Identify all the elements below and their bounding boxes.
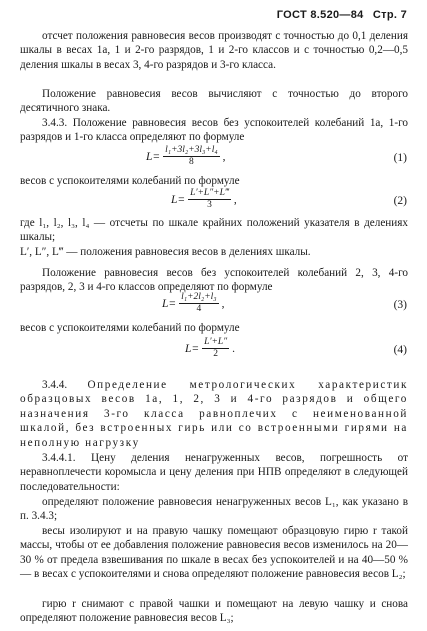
section-3-4-4-heading — [20, 378, 408, 450]
step-add-weight: весы изолируют и на правую чашку помещают образцовую гирю r такой массы, чтобы от ее добавления положение равновесия весов изменилось на 20—30 % от предела взвешивания по шкале в весах без успокоителей и на 40—50 % — в весах с успокоителями и снова определяют положение равновесия весов L₂; — [20, 525, 408, 581]
formula-2-denominator: 3 — [188, 199, 231, 211]
formula-4-fraction — [202, 337, 229, 360]
definition-l: где l₁, l₂, l₃, l₄ — отсчеты по шкале крайних положений указателя в делениях шкалы; — [20, 217, 408, 244]
formula-1 — [146, 145, 226, 168]
formula-4-punct: . — [232, 342, 236, 355]
formula-4-denominator: 2 — [202, 348, 229, 360]
page-number: Стр. 7 — [372, 9, 407, 21]
formula-2-punct: , — [233, 193, 237, 206]
formula-4 — [185, 337, 235, 360]
equation-number-2: (2) — [393, 195, 407, 207]
formula-3 — [162, 292, 224, 315]
step-determine-l1: определяют положение равновесия ненагруженных весов L₁, как указано в п. 3.4.3; — [20, 496, 408, 523]
formula-3-numerator: l₁+2l₂+l₃ — [181, 292, 217, 302]
formula-2-lhs: L= — [171, 193, 186, 206]
paragraph-3-4-3: 3.4.3. Положение равновесия весов без успокоителей колебаний 1а, 1-го разрядов и 1-го класса определяют по формуле — [20, 117, 408, 144]
page-header — [271, 9, 407, 21]
formula-4-numerator: L′+L″ — [204, 337, 228, 347]
equation-number-3: (3) — [393, 299, 407, 311]
standard-code: ГОСТ 8.520—84 — [276, 9, 364, 21]
formula-2-fraction — [188, 188, 231, 211]
formula-1-denominator: 8 — [163, 156, 220, 168]
formula-2 — [171, 188, 237, 211]
paragraph-3-4-4-1: 3.4.4.1. Цену деления ненагруженных весов, погрешность от неравноплечести коромысла и цену деления при НПВ определяют в следующей последовательности: — [20, 452, 408, 493]
formula-1-fraction — [163, 145, 220, 168]
equation-number-1: (1) — [393, 152, 407, 164]
paragraph-grades-2-4: Положение равновесия весов без успокоителей колебаний 2, 3, 4-го разрядов, 2, 3 и 4-го классов определяют по формуле — [20, 267, 408, 294]
section-3-4-4-number: 3.4.4. — [42, 379, 68, 391]
definition-L: L′, L″, L‴ — положения равновесия весов в делениях шкалы. — [20, 246, 311, 258]
formula-3-fraction — [179, 292, 218, 315]
paragraph-accuracy: отсчет положения равновесия весов производят с точностью до 0,1 деления шкалы в весах 1а, 1 и 2-го разрядов, 1 и 2-го классов и с точностью 0,2—0,5 деления шкалы в весах 3, 4-го разрядов и 3-го класса. — [20, 30, 408, 71]
paragraph-damped: весов с успокоителями колебаний по формуле — [20, 175, 240, 187]
formula-3-punct: , — [221, 297, 225, 310]
paragraph-decimal: Положение равновесия весов вычисляют с точностью до второго десятичного знака. — [20, 88, 408, 115]
section-3-4-4-title: Определение метрологических характеристик образцовых весов 1а, 1, 2, 3 и 4-го разрядов и общего назначения 3-го класса равноплечих с неименованной шкалой, без встроенных гирь или со встроенными гирями на неполную нагрузку — [20, 379, 408, 449]
formula-4-lhs: L= — [185, 342, 200, 355]
paragraph-damped-2: весов с успокоителями колебаний по формуле — [20, 322, 240, 334]
formula-3-lhs: L= — [162, 297, 177, 310]
step-move-weight: гирю r снимают с правой чашки и помещают на левую чашку и снова определяют положение равновесия весов L₃; — [20, 598, 408, 625]
formula-2-numerator: L′+L″+L‴ — [190, 188, 229, 198]
formula-3-denominator: 4 — [179, 303, 218, 315]
formula-1-punct: , — [222, 150, 226, 163]
formula-1-lhs: L= — [146, 150, 161, 163]
equation-number-4: (4) — [393, 344, 407, 356]
formula-1-numerator: l₁+3l₂+3l₃+l₄ — [165, 145, 218, 155]
